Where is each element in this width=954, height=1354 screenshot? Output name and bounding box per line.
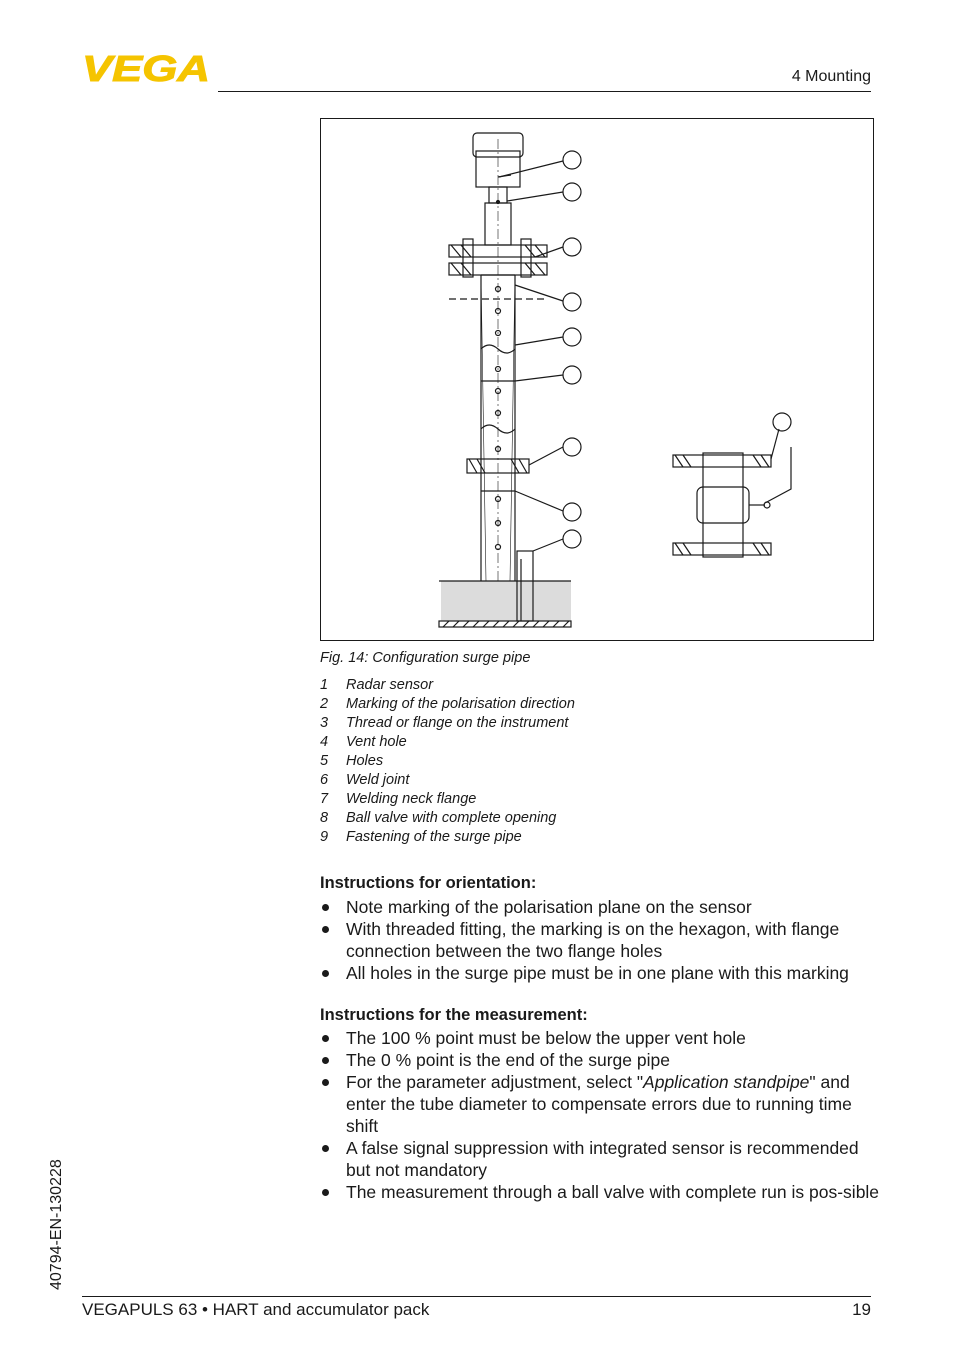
legend-text: Thread or flange on the instrument (346, 715, 569, 731)
legend-text: Vent hole (346, 734, 407, 750)
legend-item (320, 714, 575, 733)
legend-num: 2 (320, 696, 329, 712)
surge-pipe-figure (320, 118, 874, 641)
legend-item (320, 752, 575, 771)
callout-circle (563, 438, 581, 456)
callout-circle (563, 151, 581, 169)
legend-text: Ball valve with complete opening (346, 810, 557, 826)
measurement-item: The measurement through a ball valve with complete run is pos-sible (320, 1181, 880, 1203)
application-standpipe-term: Application standpipe (643, 1072, 810, 1092)
header-rule (218, 91, 871, 92)
footer-title: VEGAPULS 63 • HART and accumulator pack (82, 1300, 430, 1319)
measurement-item: The 0 % point is the end of the surge pipe (320, 1049, 880, 1071)
callout-circle (563, 530, 581, 548)
callout-circle (563, 503, 581, 521)
measurement-item (320, 1071, 880, 1137)
legend-num: 1 (320, 677, 329, 693)
ball-valve-body (697, 487, 749, 523)
footer-rule (82, 1296, 871, 1297)
callout-circle (563, 238, 581, 256)
legend-item (320, 771, 575, 790)
legend-text: Fastening of the surge pipe (346, 829, 522, 845)
legend-text: Marking of the polarisation direction (346, 696, 575, 712)
legend-text: Holes (346, 753, 384, 769)
callout-circle (563, 328, 581, 346)
page-number: 19 (852, 1300, 871, 1319)
vega-logo (82, 52, 212, 84)
legend-item (320, 828, 575, 847)
measurement-list (320, 1027, 880, 1203)
legend-num: 5 (320, 753, 329, 769)
legend-num: 3 (320, 715, 329, 731)
orientation-item: All holes in the surge pipe must be in one plane with this marking (320, 962, 880, 984)
measurement-item: The 100 % point must be below the upper vent hole (320, 1027, 880, 1049)
legend-text: Weld joint (346, 772, 410, 788)
measurement-item-text: For the parameter adjustment, select " (346, 1072, 644, 1092)
document-number: 40794-EN-130228 (48, 1159, 65, 1290)
legend-num: 4 (320, 734, 329, 750)
legend-item (320, 695, 575, 714)
measurement-item: A false signal suppression with integrated sensor is recommended but not mandatory (320, 1137, 880, 1181)
legend-text: Welding neck flange (346, 791, 477, 807)
legend-text: Radar sensor (346, 677, 434, 693)
callout-circle (563, 183, 581, 201)
logo-text: VEGA (82, 52, 210, 84)
measurement-heading: Instructions for the measurement: (320, 1006, 588, 1024)
legend-item (320, 733, 575, 752)
legend-item (320, 790, 575, 809)
figure-legend (320, 676, 575, 847)
orientation-item: With threaded fitting, the marking is on the hexagon, with flange connection between the two flange holes (320, 918, 880, 962)
surge-pipe-drawing (321, 119, 875, 642)
orientation-list (320, 896, 880, 984)
legend-item (320, 809, 575, 828)
orientation-item: Note marking of the polarisation plane on the sensor (320, 896, 880, 918)
orientation-heading: Instructions for orientation: (320, 874, 537, 892)
figure-caption: Fig. 14: Configuration surge pipe (320, 650, 531, 666)
callout-circle (563, 293, 581, 311)
legend-num: 7 (320, 791, 329, 807)
measurement-item-text: " and enter the tube diameter to compensate errors due to running time shift (346, 1072, 852, 1136)
legend-num: 9 (320, 829, 329, 845)
section-title: 4 Mounting (791, 68, 871, 85)
callout-circle (773, 413, 791, 431)
ground-fill (441, 581, 571, 625)
legend-item (320, 676, 575, 695)
legend-num: 8 (320, 810, 329, 826)
legend-num: 6 (320, 772, 329, 788)
callout-circle (563, 366, 581, 384)
